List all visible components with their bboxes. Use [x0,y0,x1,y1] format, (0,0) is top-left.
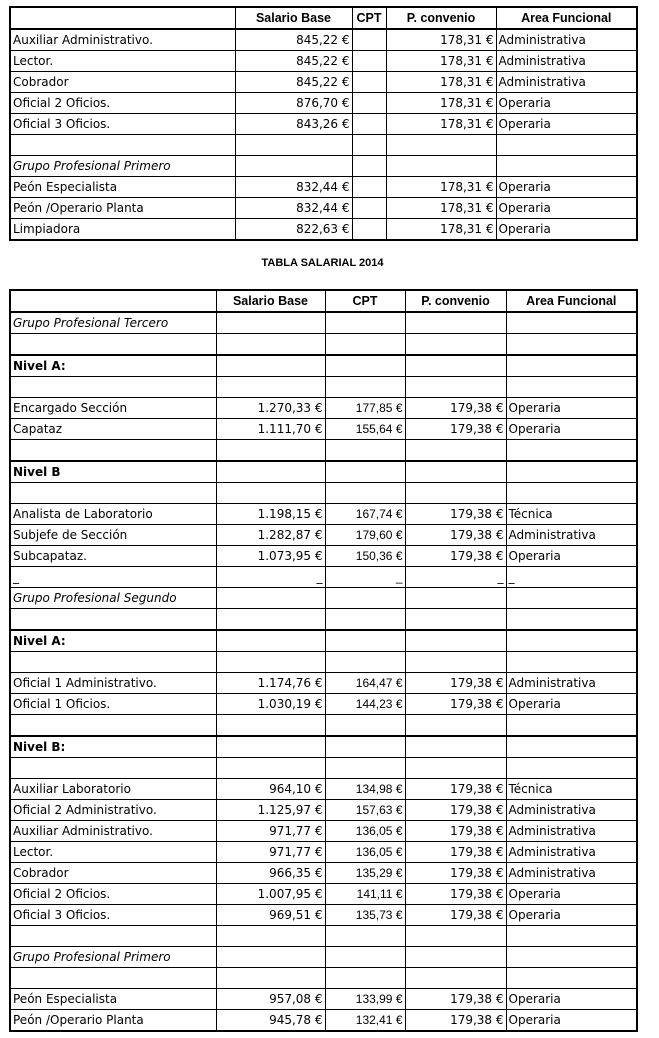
p-convenio-cell: _ [405,567,506,588]
area-funcional-cell [506,968,637,989]
p-convenio-cell [405,758,506,779]
area-funcional-cell [496,156,637,177]
cpt-cell: 136,05 € [325,821,405,842]
p-convenio-cell: 179,38 € [405,398,506,419]
p-convenio-cell: 178,31 € [386,219,496,241]
p-convenio-cell: 179,38 € [405,989,506,1010]
row-label: Encargado Sección [10,398,216,419]
level-row [10,736,637,758]
group-row [10,312,637,334]
salario-base-cell: 832,44 € [235,198,352,219]
header-salario-base: Salario Base [235,7,352,29]
p-convenio-cell [405,926,506,947]
p-convenio-cell: 179,38 € [405,1010,506,1032]
spacer-row [10,609,637,631]
table-row [10,1010,637,1032]
salario-base-cell: 945,78 € [216,1010,325,1032]
p-convenio-cell [405,609,506,631]
p-convenio-cell: 179,38 € [405,842,506,863]
cpt-cell: 136,05 € [325,842,405,863]
cpt-cell [325,926,405,947]
salario-base-cell: 843,26 € [235,114,352,135]
salario-base-cell [216,312,325,334]
row-label: Peón Especialista [10,989,216,1010]
area-funcional-cell [506,736,637,758]
p-convenio-cell [405,947,506,968]
table-row [10,114,637,135]
salario-base-cell: 1.030,19 € [216,694,325,715]
area-funcional-cell [506,483,637,504]
cpt-cell [325,334,405,356]
cpt-cell [352,93,386,114]
salario-base-cell [216,630,325,652]
table-row [10,800,637,821]
p-convenio-cell [405,652,506,673]
area-funcional-cell [506,334,637,356]
table-row [10,51,637,72]
row-label: Oficial 3 Oficios. [10,114,235,135]
level-row [10,461,637,483]
p-convenio-cell [405,355,506,377]
p-convenio-cell: 179,38 € [405,821,506,842]
cpt-cell: 132,41 € [325,1010,405,1032]
p-convenio-cell [405,715,506,737]
row-label: Auxiliar Administrativo. [10,29,235,51]
row-label: Nivel B: [10,736,216,758]
cpt-cell [325,377,405,398]
row-label [10,334,216,356]
row-label [10,758,216,779]
row-label [10,652,216,673]
header-blank [10,290,216,312]
header-row [10,290,637,312]
salario-base-cell: 971,77 € [216,842,325,863]
salario-base-cell [216,652,325,673]
salario-base-cell [235,135,352,156]
p-convenio-cell [405,377,506,398]
area-funcional-cell: Operaria [496,93,637,114]
p-convenio-cell: 179,38 € [405,525,506,546]
area-funcional-cell: Administrativa [506,821,637,842]
p-convenio-cell [405,440,506,462]
area-funcional-cell: Administrativa [506,863,637,884]
row-label [10,483,216,504]
p-convenio-cell: 178,31 € [386,29,496,51]
cpt-cell [325,312,405,334]
p-convenio-cell: 178,31 € [386,93,496,114]
cpt-cell [352,135,386,156]
table-row [10,398,637,419]
salario-base-cell: 969,51 € [216,905,325,926]
p-convenio-cell [405,334,506,356]
header-row [10,7,637,29]
cpt-cell [325,440,405,462]
header-area-funcional: Area Funcional [496,7,637,29]
salario-base-cell [216,715,325,737]
row-label: Grupo Profesional Primero [10,156,235,177]
salario-base-cell: 1.073,95 € [216,546,325,567]
cpt-cell: 144,23 € [325,694,405,715]
row-label: Nivel A: [10,630,216,652]
cpt-cell [352,177,386,198]
row-label: Auxiliar Laboratorio [10,779,216,800]
header-area-funcional: Area Funcional [506,290,637,312]
cpt-cell [352,29,386,51]
spacer-row [10,567,637,588]
area-funcional-cell: Administrativa [506,800,637,821]
table-row [10,863,637,884]
header-cpt: CPT [352,7,386,29]
salario-base-cell [216,758,325,779]
spacer-row [10,715,637,737]
p-convenio-cell: 179,38 € [405,905,506,926]
table-row [10,219,637,241]
p-convenio-cell: 179,38 € [405,546,506,567]
group-row [10,588,637,609]
cpt-cell [352,51,386,72]
row-label [10,440,216,462]
table-row [10,93,637,114]
table-row [10,779,637,800]
area-funcional-cell: Administrativa [506,673,637,694]
area-funcional-cell: Operaria [496,114,637,135]
row-label: Oficial 2 Administrativo. [10,800,216,821]
cpt-cell [325,736,405,758]
area-funcional-cell: Técnica [506,779,637,800]
area-funcional-cell [506,377,637,398]
area-funcional-cell [506,652,637,673]
p-convenio-cell: 179,38 € [405,694,506,715]
area-funcional-cell [496,135,637,156]
row-label [10,715,216,737]
salario-base-cell: 822,63 € [235,219,352,241]
spacer-row [10,377,637,398]
salario-base-cell: 1.111,70 € [216,419,325,440]
spacer-row [10,135,637,156]
p-convenio-cell [405,483,506,504]
cpt-cell: 141,11 € [325,884,405,905]
row-label: Peón /Operario Planta [10,1010,216,1032]
row-label [10,135,235,156]
table-row [10,177,637,198]
cpt-cell [352,219,386,241]
header-cpt: CPT [325,290,405,312]
p-convenio-cell: 178,31 € [386,177,496,198]
row-label: Capataz [10,419,216,440]
area-funcional-cell [506,355,637,377]
area-funcional-cell: Administrativa [506,842,637,863]
table-row [10,694,637,715]
p-convenio-cell: 178,31 € [386,114,496,135]
spacer-row [10,334,637,356]
salario-base-cell [216,483,325,504]
table-row [10,504,637,525]
header-blank [10,7,235,29]
salario-base-cell [216,926,325,947]
salario-base-cell: 1.007,95 € [216,884,325,905]
table-row [10,842,637,863]
cpt-cell [325,588,405,609]
area-funcional-cell: Operaria [506,1010,637,1032]
cpt-cell [325,715,405,737]
area-funcional-cell: Operaria [506,989,637,1010]
level-row [10,630,637,652]
salario-base-cell: 1.174,76 € [216,673,325,694]
row-label: Nivel B [10,461,216,483]
spacer-row [10,440,637,462]
area-funcional-cell [506,630,637,652]
p-convenio-cell [405,312,506,334]
p-convenio-cell [386,135,496,156]
header-salario-base: Salario Base [216,290,325,312]
salario-base-cell: 832,44 € [235,177,352,198]
p-convenio-cell: 179,38 € [405,673,506,694]
cpt-cell: 135,29 € [325,863,405,884]
row-label: Oficial 2 Oficios. [10,884,216,905]
row-label: Oficial 1 Administrativo. [10,673,216,694]
cpt-cell [352,156,386,177]
area-funcional-cell [506,947,637,968]
cpt-cell: 167,74 € [325,504,405,525]
cpt-cell [325,947,405,968]
salario-base-cell: 1.125,97 € [216,800,325,821]
p-convenio-cell: 179,38 € [405,419,506,440]
area-funcional-cell: Administrativa [506,525,637,546]
table-row [10,821,637,842]
area-funcional-cell [506,926,637,947]
row-label: Cobrador [10,863,216,884]
p-convenio-cell: 179,38 € [405,504,506,525]
row-label: Auxiliar Administrativo. [10,821,216,842]
row-label: Grupo Profesional Primero [10,947,216,968]
row-label: Grupo Profesional Segundo [10,588,216,609]
table-row [10,546,637,567]
salario-base-cell: 845,22 € [235,29,352,51]
spacer-row [10,926,637,947]
salario-base-cell: 1.270,33 € [216,398,325,419]
spacer-row [10,968,637,989]
row-label: Lector. [10,842,216,863]
header-p-convenio: P. convenio [405,290,506,312]
cpt-cell: 133,99 € [325,989,405,1010]
area-funcional-cell: Administrativa [496,72,637,93]
area-funcional-cell: Administrativa [496,29,637,51]
p-convenio-cell: 179,38 € [405,779,506,800]
area-funcional-cell: Operaria [496,219,637,241]
area-funcional-cell [506,440,637,462]
cpt-cell [325,758,405,779]
salario-base-cell [216,947,325,968]
table-row [10,989,637,1010]
row-label [10,377,216,398]
cpt-cell [352,72,386,93]
p-convenio-cell: 179,38 € [405,884,506,905]
area-funcional-cell: Operaria [506,694,637,715]
p-convenio-cell [386,156,496,177]
cpt-cell [325,630,405,652]
p-convenio-cell: 178,31 € [386,72,496,93]
level-row [10,355,637,377]
row-label [10,968,216,989]
salario-base-cell: 957,08 € [216,989,325,1010]
group-row [10,947,637,968]
row-label: Cobrador [10,72,235,93]
salary-table-2014 [9,289,638,1032]
row-label: Oficial 1 Oficios. [10,694,216,715]
area-funcional-cell: Operaria [506,884,637,905]
cpt-cell: 177,85 € [325,398,405,419]
area-funcional-cell: Operaria [506,905,637,926]
group-row [10,156,637,177]
salario-base-cell: 876,70 € [235,93,352,114]
area-funcional-cell: _ [506,567,637,588]
p-convenio-cell: 179,38 € [405,800,506,821]
cpt-cell [325,483,405,504]
row-label [10,609,216,631]
area-funcional-cell [506,588,637,609]
cpt-cell: _ [325,567,405,588]
p-convenio-cell [405,588,506,609]
area-funcional-cell: Administrativa [496,51,637,72]
table-row [10,29,637,51]
area-funcional-cell: Operaria [506,398,637,419]
area-funcional-cell: Operaria [506,546,637,567]
row-label: Limpiadora [10,219,235,241]
salario-base-cell [216,968,325,989]
table-row [10,673,637,694]
table-row [10,905,637,926]
table-row [10,198,637,219]
row-label: Lector. [10,51,235,72]
table-row [10,525,637,546]
spacer-row [10,652,637,673]
cpt-cell [325,968,405,989]
cpt-cell: 150,36 € [325,546,405,567]
salario-base-cell: 845,22 € [235,51,352,72]
area-funcional-cell [506,609,637,631]
salario-base-cell [216,461,325,483]
salario-base-cell [216,334,325,356]
row-label: Analista de Laboratorio [10,504,216,525]
salario-base-cell [216,736,325,758]
table-row [10,419,637,440]
cpt-cell: 179,60 € [325,525,405,546]
row-label [10,926,216,947]
area-funcional-cell [506,461,637,483]
salario-base-cell: 964,10 € [216,779,325,800]
row-label: Grupo Profesional Tercero [10,312,216,334]
spacer-row [10,483,637,504]
cpt-cell: 135,73 € [325,905,405,926]
row-label: Peón /Operario Planta [10,198,235,219]
cpt-cell: 134,98 € [325,779,405,800]
salario-base-cell [216,588,325,609]
spacer-row [10,758,637,779]
cpt-cell [325,461,405,483]
area-funcional-cell [506,715,637,737]
row-label: Subjefe de Sección [10,525,216,546]
p-convenio-cell [405,736,506,758]
p-convenio-cell [405,630,506,652]
area-funcional-cell [506,758,637,779]
salario-base-cell: _ [216,567,325,588]
cpt-cell: 164,47 € [325,673,405,694]
cpt-cell: 155,64 € [325,419,405,440]
area-funcional-cell [506,312,637,334]
cpt-cell [325,652,405,673]
row-label: Subcapataz. [10,546,216,567]
salario-base-cell [216,355,325,377]
area-funcional-cell: Operaria [496,198,637,219]
cpt-cell: 157,63 € [325,800,405,821]
salario-base-cell: 971,77 € [216,821,325,842]
salario-base-cell: 1.198,15 € [216,504,325,525]
salario-base-cell: 1.282,87 € [216,525,325,546]
header-p-convenio: P. convenio [386,7,496,29]
p-convenio-cell [405,968,506,989]
p-convenio-cell: 178,31 € [386,51,496,72]
row-label: _ [10,567,216,588]
p-convenio-cell: 178,31 € [386,198,496,219]
area-funcional-cell: Técnica [506,504,637,525]
cpt-cell [352,198,386,219]
salary-table-top [9,6,638,241]
salario-base-cell [216,377,325,398]
cpt-cell [325,609,405,631]
p-convenio-cell: 179,38 € [405,863,506,884]
row-label: Oficial 2 Oficios. [10,93,235,114]
salario-base-cell: 845,22 € [235,72,352,93]
p-convenio-cell [405,461,506,483]
area-funcional-cell: Operaria [496,177,637,198]
salario-base-cell [216,609,325,631]
salario-base-cell: 966,35 € [216,863,325,884]
row-label: Oficial 3 Oficios. [10,905,216,926]
cpt-cell [352,114,386,135]
row-label: Nivel A: [10,355,216,377]
row-label: Peón Especialista [10,177,235,198]
table-row [10,884,637,905]
cpt-cell [325,355,405,377]
area-funcional-cell: Operaria [506,419,637,440]
table-title-2014: TABLA SALARIAL 2014 [261,257,384,269]
salario-base-cell [216,440,325,462]
table-row [10,72,637,93]
salario-base-cell [235,156,352,177]
